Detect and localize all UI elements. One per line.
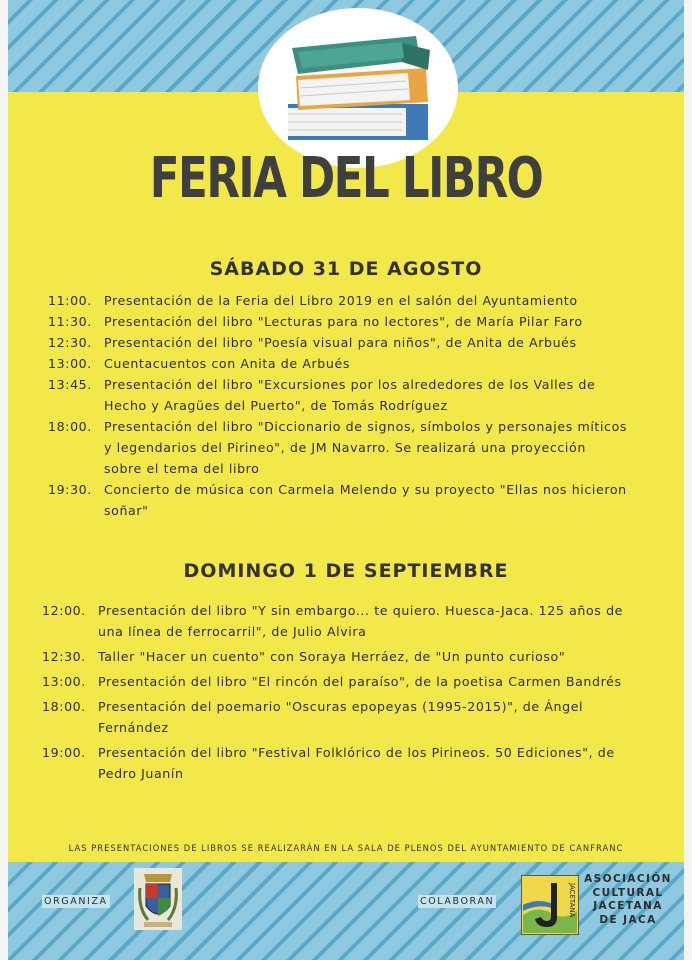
event-description: Presentación del libro "Diccionario de signos, símbolos y personajes míticos y legendarios del Pirineo", de JM Navarro. Se realizará una proyección sobre el tema del libro [104,419,628,476]
event-description: Presentación del libro "Poesía visual para niños", de Anita de Arbués [104,335,577,350]
association-line: ASOCIACIÓN [584,873,672,885]
event-description: Presentación del libro "El rincón del paraíso", de la poetisa Carmen Bandrés [98,674,622,689]
event-time: 11:00. [48,293,92,308]
list-item [48,290,628,311]
list-item [48,374,628,416]
day2-heading: DOMINGO 1 DE SEPTIEMBRE [183,560,509,582]
colaboran-label: COLABORAN [420,896,495,907]
event-description: Presentación del libro "Festival Folklórico de los Pirineos. 50 Ediciones", de Pedro Juanín [98,745,615,781]
event-description: Presentación de la Feria del Libro 2019 en el salón del Ayuntamiento [104,293,578,308]
book-fair-poster [8,0,684,960]
event-description: Cuentacuentos con Anita de Arbués [104,356,350,371]
event-time: 11:30. [48,314,92,329]
list-item [48,332,628,353]
event-time: 12:30. [42,649,86,664]
event-time: 18:00. [48,419,92,434]
list-item [42,600,628,642]
association-line: JACETANA [593,900,663,912]
jacetana-logo-icon [521,875,579,935]
event-time: 18:00. [42,699,86,714]
list-item [42,696,628,738]
association-name [580,873,676,927]
list-item [48,416,628,479]
association-line: CULTURAL [592,886,664,899]
event-description: Presentación del libro "Lecturas para no lectores", de María Pilar Faro [104,314,583,329]
event-time: 13:00. [42,674,86,689]
association-line: DE JACA [599,913,657,926]
list-item [42,671,628,692]
stack-of-books-icon [278,30,438,150]
list-item [42,742,628,784]
event-time: 19:30. [48,482,92,497]
event-description: Concierto de música con Carmela Melendo y su proyecto "Ellas nos hicieron soñar" [104,482,627,518]
venue-note: LAS PRESENTACIONES DE LIBROS SE REALIZARÁN EN LA SALA DE PLENOS DEL AYUNTAMIENTO DE CANFRANC [68,843,624,853]
event-time: 13:00. [48,356,92,371]
event-time: 19:00. [42,745,86,760]
event-description: Presentación del libro "Excursiones por los alrededores de los Valles de Hecho y Aragües del Puerto", de Tomás Rodríguez [104,377,596,413]
poster-title: FERIA DEL LIBRO [149,146,543,211]
event-time: 12:30. [48,335,92,350]
day1-schedule [48,290,628,521]
event-time: 12:00. [42,603,86,618]
list-item [48,353,628,374]
event-description: Presentación del libro "Y sin embargo... te quiero. Huesca-Jaca. 125 años de una línea de ferrocarril", de Julio Alvira [98,603,624,639]
day1-heading: SÁBADO 31 DE AGOSTO [209,258,483,280]
list-item [48,479,628,521]
logo-lettering: JACETANA [568,883,576,918]
day2-schedule [42,600,628,788]
event-description: Presentación del poemario "Oscuras epopeyas (1995-2015)", de Ángel Fernández [98,699,584,735]
list-item [48,311,628,332]
coat-of-arms-icon [134,868,182,930]
organiza-label: ORGANIZA [44,896,108,907]
event-description: Taller "Hacer un cuento" con Soraya Herráez, de "Un punto curioso" [98,649,566,664]
list-item [42,646,628,667]
event-time: 13:45. [48,377,92,392]
